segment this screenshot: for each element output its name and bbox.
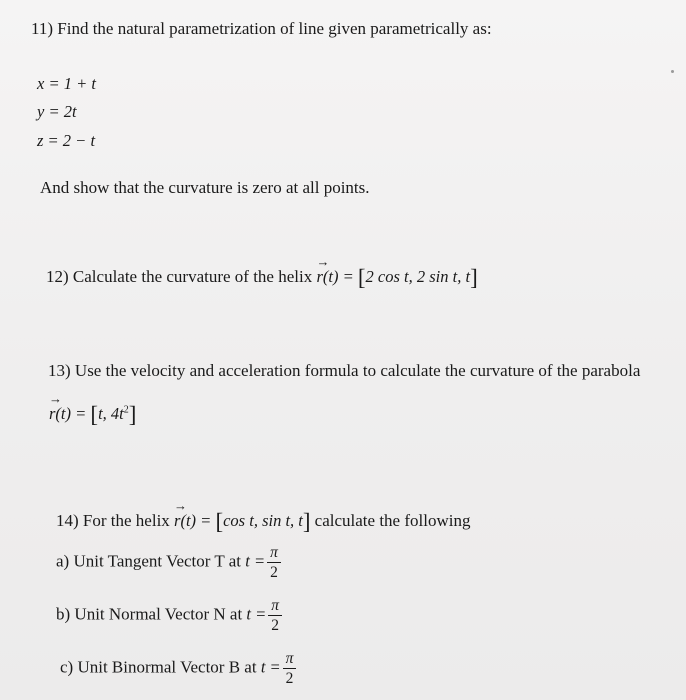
q14-tail: calculate the following xyxy=(314,511,471,530)
q14-line xyxy=(56,510,470,533)
q13-text: 13) Use the velocity and acceleration formula to calculate the curvature of the parabola xyxy=(48,361,641,380)
q12-vector-r: → r xyxy=(316,267,322,287)
q11-title: 11) Find the natural parametrization of line given parametrically as: xyxy=(31,19,492,38)
fraction-pi-over-2: $\frac{\pi}{2}$ xyxy=(283,651,297,686)
fraction-pi-over-2: $\frac{\pi}{2}$ xyxy=(267,545,281,580)
speck-mark xyxy=(671,70,674,73)
q11-equation-z: z = 2 − t xyxy=(37,131,96,150)
q13-formula: → r(t) = [t, $4t^2$] xyxy=(49,403,136,426)
fraction-pi-over-2: $\frac{\pi}{2}$ xyxy=(268,598,282,633)
q13-vector-r: → r xyxy=(49,404,55,424)
q14-vector-r: → r xyxy=(174,511,180,531)
q14-part-b: b) Unit Normal Vector N at t = $\frac{\pi}{2}$ xyxy=(56,598,282,633)
q11-followup: And show that the curvature is zero at all points. xyxy=(40,178,370,197)
q14-part-c: c) Unit Binormal Vector B at t = $\frac{\pi}{2}$ xyxy=(60,651,296,686)
q11-equation-x: x = 1 + t xyxy=(37,74,96,93)
q12-formula: → r(t) = [2 cos t, 2 sin t, t] xyxy=(316,267,477,286)
q14-part-a: a) Unit Tangent Vector T at t = $\frac{\pi}{2}$ xyxy=(56,545,281,580)
q14-formula: → r(t) = [cos t, sin t, t] xyxy=(174,511,315,530)
q12-line xyxy=(46,266,478,289)
q14-text: 14) For the helix xyxy=(56,511,170,530)
q12-text: 12) Calculate the curvature of the helix xyxy=(46,267,313,286)
q11-equation-y: y = 2t xyxy=(37,102,77,121)
